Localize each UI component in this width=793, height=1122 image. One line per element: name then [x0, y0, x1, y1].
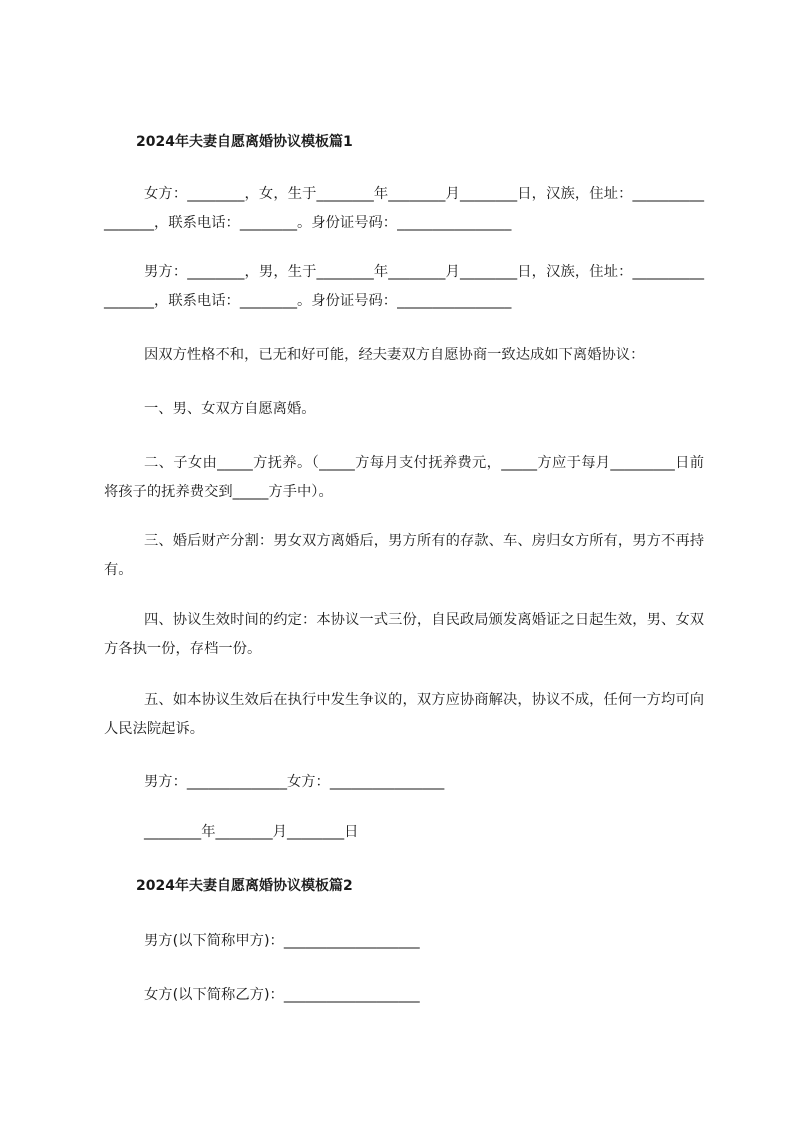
- signature-line: 男方：______________女方：________________: [144, 774, 445, 790]
- clause-2: 二、子女由_____方抚养。（_____方每月支付抚养费元，_____方应于每月_________日前将孩子的抚养费交到_____方手中）。: [104, 455, 704, 500]
- clause-3: 三、婚后财产分割：男女双方离婚后，男方所有的存款、车、房归女方所有，男方不再持有。: [104, 533, 704, 578]
- party-a-line: 男方(以下简称甲方)：___________________: [144, 933, 420, 949]
- section-heading-1: 2024年夫妻自愿离婚协议模板篇1: [136, 134, 353, 150]
- husband-info-paragraph: 男方：________，男，生于________年________月________日，汉族，住址：_________________，联系电话：________。身份证号码：________________: [104, 264, 704, 309]
- clause-1: 一、男、女双方自愿离婚。: [144, 401, 316, 417]
- clause-4: 四、协议生效时间的约定：本协议一式三份，自民政局颁发离婚证之日起生效，男、女双方各执一份，存档一份。: [104, 612, 704, 657]
- party-b-line: 女方(以下简称乙方)：___________________: [144, 987, 420, 1003]
- section-heading-2: 2024年夫妻自愿离婚协议模板篇2: [136, 878, 353, 894]
- document-page: [104, 0, 704, 1122]
- clause-5: 五、如本协议生效后在执行中发生争议的，双方应协商解决，协议不成，任何一方均可向人民法院起诉。: [104, 692, 704, 737]
- wife-info-paragraph: 女方：________，女，生于________年________月________日，汉族，住址：_________________，联系电话：________。身份证号码：________________: [104, 186, 704, 231]
- date-line: ________年________月________日: [144, 824, 359, 840]
- intro-paragraph: 因双方性格不和，已无和好可能，经夫妻双方自愿协商一致达成如下离婚协议：: [144, 347, 645, 363]
